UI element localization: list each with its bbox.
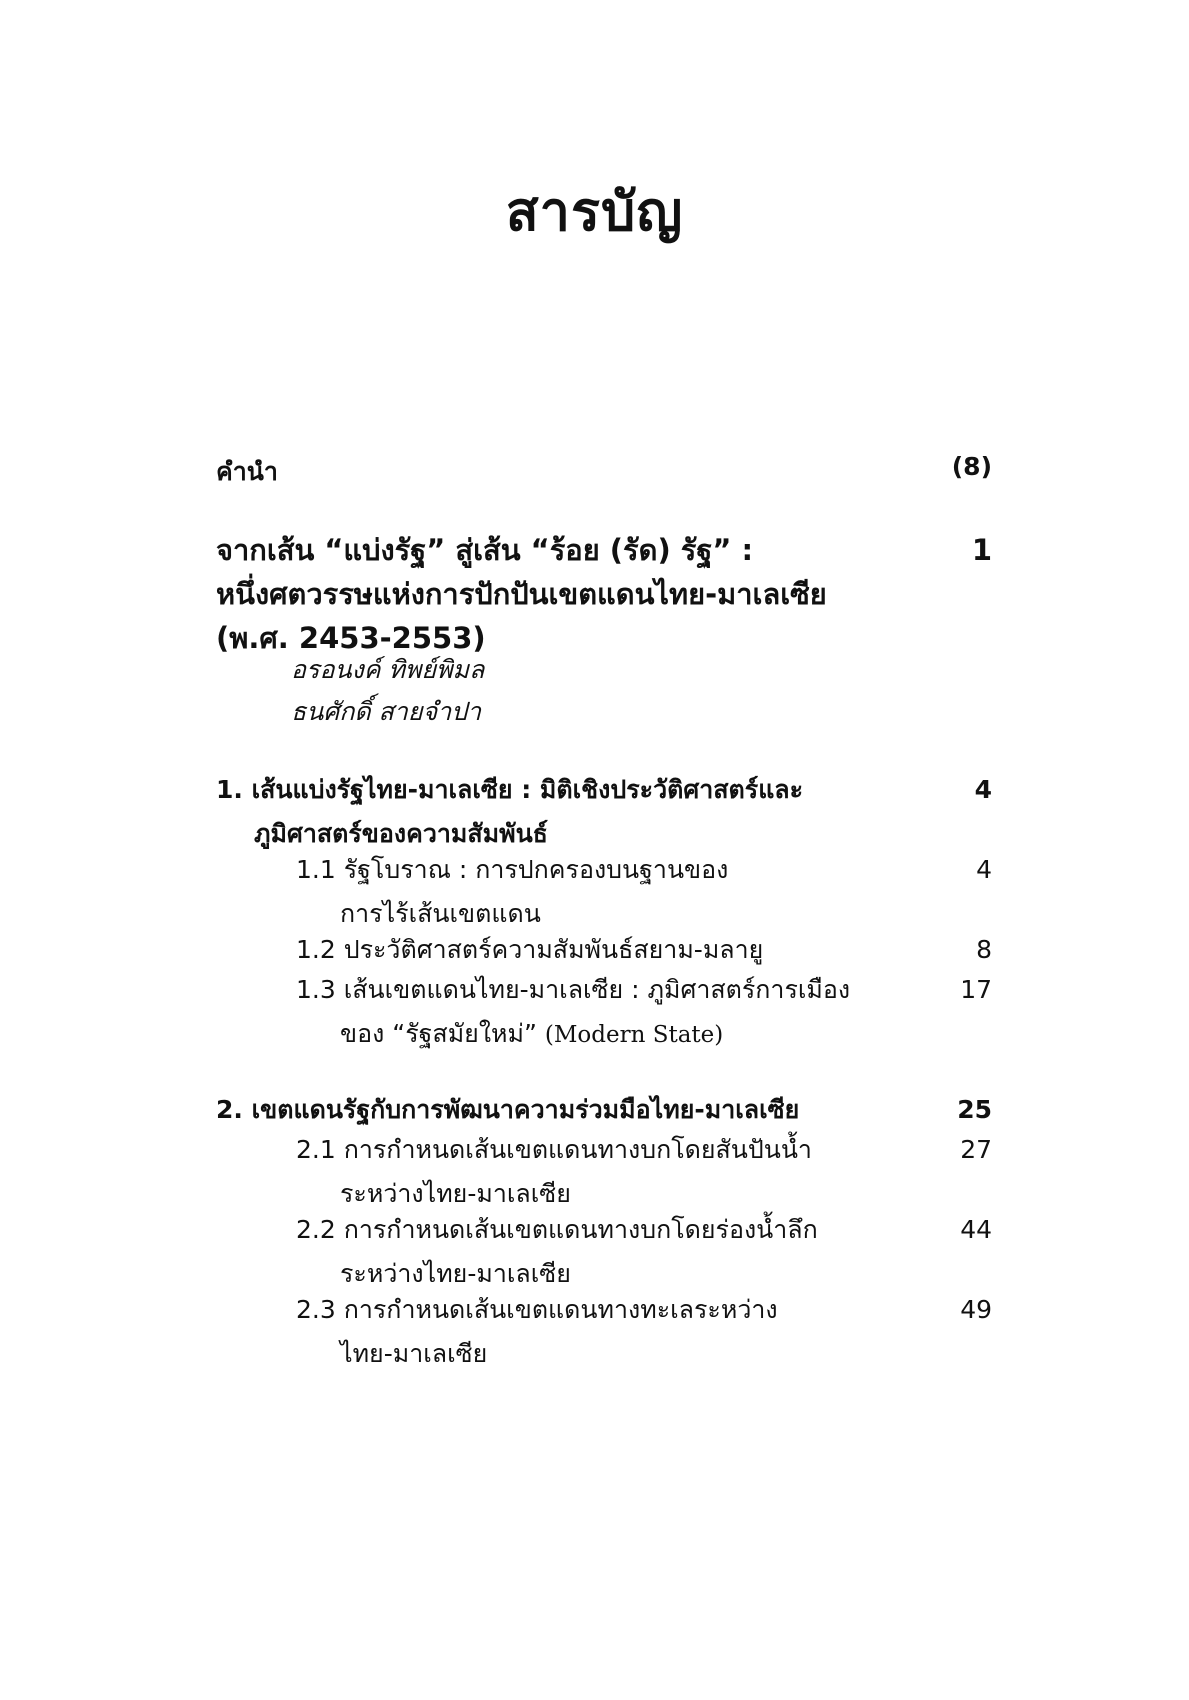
subsection-title-thai: ของ “รัฐสมัยใหม่” <box>340 1019 537 1048</box>
article-title-line-3: (พ.ศ. 2453-2553) <box>216 621 486 655</box>
article-title-line-2: หนึ่งศตวรรษแห่งการปักปันเขตแดนไทย-มาเลเซีย <box>216 577 827 611</box>
toc-page-number: 25 <box>957 1095 992 1124</box>
toc-entry-2-1[interactable] <box>216 1128 992 1216</box>
subsection-title-line-2: ระหว่างไทย-มาเลเซีย <box>340 1259 571 1288</box>
toc-entry-1-3[interactable] <box>216 968 992 1057</box>
subsection-title-line-1: 2.1 การกำหนดเส้นเขตแดนทางบกโดยสันปันน้ำ <box>296 1135 812 1164</box>
toc-page-number: 49 <box>960 1295 992 1324</box>
subsection-title-line-1: 1.3 เส้นเขตแดนไทย-มาเลเซีย : ภูมิศาสตร์การเมือง <box>296 975 851 1004</box>
toc-page-number: 4 <box>974 775 992 804</box>
toc-page-number: 1 <box>971 533 992 567</box>
article-title-line-1: จากเส้น “แบ่งรัฐ” สู่เส้น “ร้อย (รัด) รัฐ” : <box>216 533 754 567</box>
subsection-title-line-2: ไทย-มาเลเซีย <box>340 1339 488 1368</box>
toc-entry-preface[interactable] <box>216 452 992 492</box>
toc-entry-article[interactable] <box>216 528 992 660</box>
toc-page-number: (8) <box>951 452 992 481</box>
author-name: ธนศักดิ์ สายจำปา <box>291 697 482 726</box>
subsection-title-line-2: ระหว่างไทย-มาเลเซีย <box>340 1179 571 1208</box>
toc-entry-2-3[interactable] <box>216 1288 992 1376</box>
toc-page-number: 27 <box>960 1135 992 1164</box>
toc-page-number: 4 <box>976 855 992 884</box>
subsection-title-line-1: 2.2 การกำหนดเส้นเขตแดนทางบกโดยร่องน้ำลึก <box>296 1215 818 1244</box>
toc-entry-1-1[interactable] <box>216 848 992 936</box>
toc-entry-1-2[interactable] <box>216 928 992 972</box>
toc-page-number: 17 <box>960 975 992 1004</box>
section-title-line-1: 1. เส้นแบ่งรัฐไทย-มาเลเซีย : มิติเชิงประวัติศาสตร์และ <box>216 775 804 804</box>
subsection-title-line-1: 2.3 การกำหนดเส้นเขตแดนทางทะเลระหว่าง <box>296 1295 778 1324</box>
toc-page-number: 8 <box>976 935 992 964</box>
section-title-line-1: 2. เขตแดนรัฐกับการพัฒนาความร่วมมือไทย-มาเลเซีย <box>216 1095 800 1124</box>
subsection-title-line-2: การไร้เส้นเขตแดน <box>340 899 541 928</box>
toc-entry-section-1[interactable] <box>216 768 992 856</box>
toc-entry-label: คำนำ <box>216 457 278 486</box>
subsection-title-line-1: 1.1 รัฐโบราณ : การปกครองบนฐานของ <box>296 855 729 884</box>
toc-page-number: 44 <box>960 1215 992 1244</box>
subsection-title-latin: (Modern State) <box>544 1022 724 1048</box>
section-title-line-2: ภูมิศาสตร์ของความสัมพันธ์ <box>254 819 548 848</box>
author-name: อรอนงค์ ทิพย์พิมล <box>291 655 485 684</box>
subsection-title-line-1: 1.2 ประวัติศาสตร์ความสัมพันธ์สยาม-มลายู <box>296 935 764 964</box>
subsection-title-line-2 <box>216 1012 992 1057</box>
page-title: สารบัญ <box>505 180 684 243</box>
toc-entry-2-2[interactable] <box>216 1208 992 1296</box>
toc-entry-section-2[interactable] <box>216 1088 992 1132</box>
